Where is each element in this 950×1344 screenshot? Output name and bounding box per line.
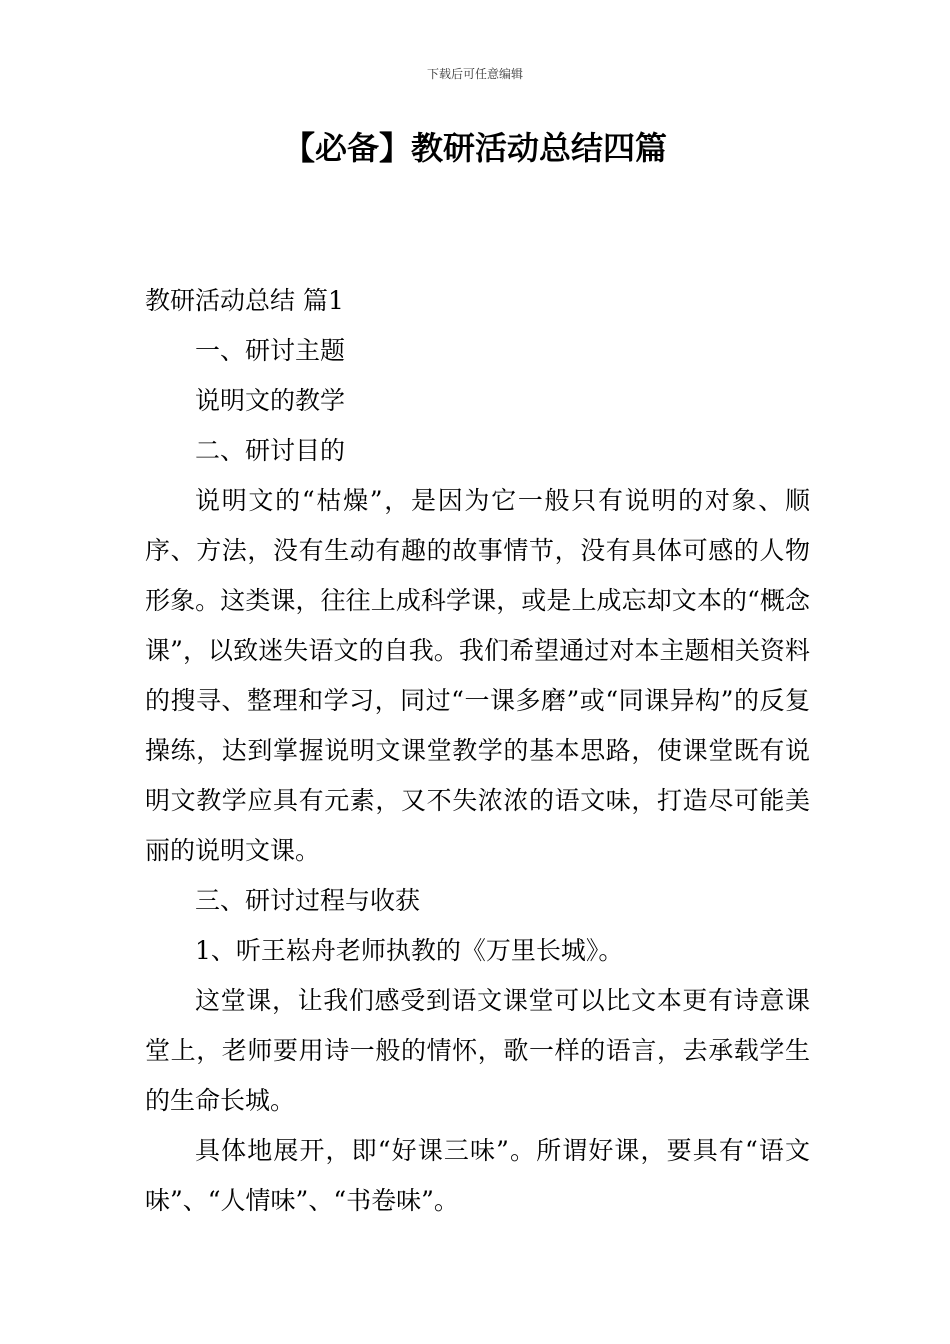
process-paragraph-1: 这堂课，让我们感受到语文课堂可以比文本更有诗意课堂上，老师要用诗一般的情怀，歌一样的语言，去承载学生的生命长城。 bbox=[145, 986, 810, 1115]
document-title: 【必备】教研活动总结四篇 bbox=[282, 129, 667, 167]
page-header-note: 下载后可任意编辑 bbox=[426, 67, 523, 81]
subheading-process: 三、研讨过程与收获 bbox=[195, 886, 421, 915]
subheading-purpose: 二、研讨目的 bbox=[195, 436, 346, 465]
subheading-topic: 一、研讨主题 bbox=[195, 336, 346, 365]
purpose-paragraph: 说明文的“枯燥”，是因为它一般只有说明的对象、顺序、方法，没有生动有趣的故事情节，没有具体可感的人物形象。这类课，往往上成科学课，或是上成忘却文本的“概念课”，以致迷失语文的自我。我们希望通过对本主题相关资料的搜寻、整理和学习，同过“一课多磨”或“同课异构”的反复操练，达到掌握说明文课堂教学的基本思路，使课堂既有说明文教学应具有元素，又不失浓浓的语文味，打造尽可能美丽的说明文课。 bbox=[145, 486, 810, 865]
process-paragraph-2: 具体地展开，即“好课三味”。所谓好课，要具有“语文味”、“人情味”、“书卷味”。 bbox=[145, 1136, 810, 1215]
document-body bbox=[145, 276, 810, 1226]
section-heading: 教研活动总结 篇1 bbox=[145, 286, 344, 315]
topic-text: 说明文的教学 bbox=[195, 386, 346, 415]
process-item-1: 1、听王崧舟老师执教的《万里长城》。 bbox=[195, 936, 624, 965]
